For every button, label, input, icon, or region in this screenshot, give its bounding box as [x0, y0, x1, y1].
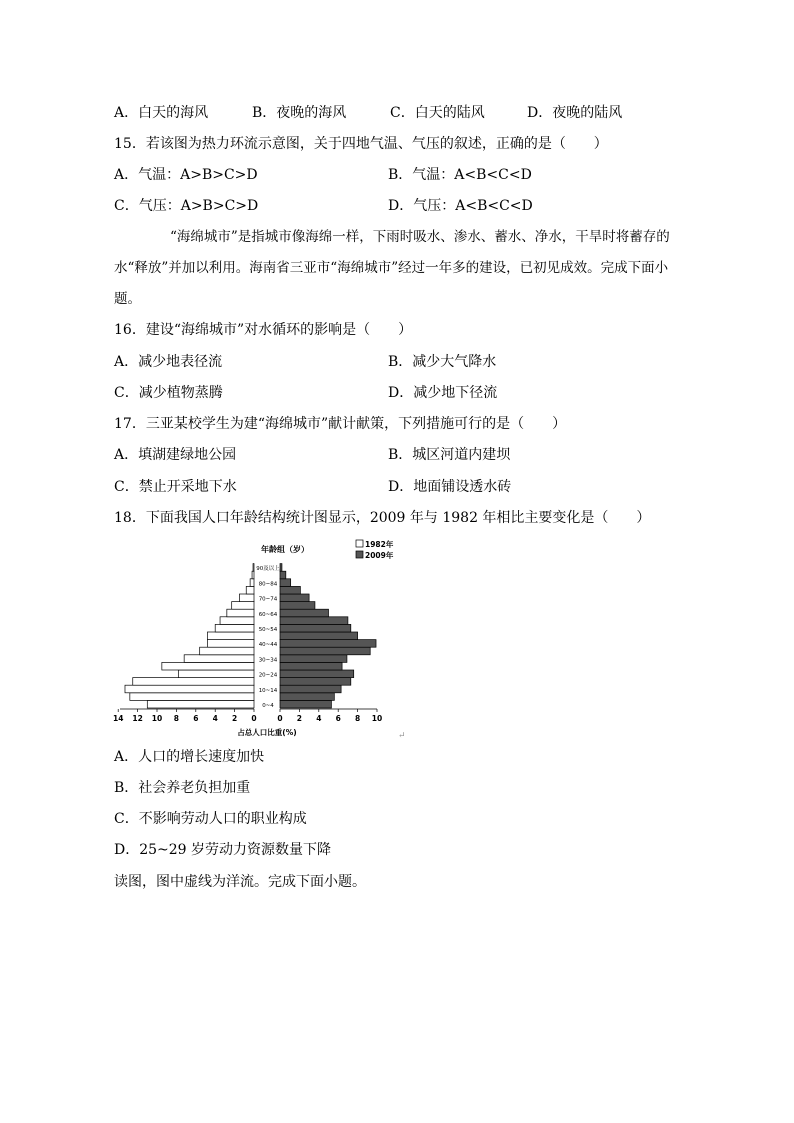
sponge-city-passage [114, 222, 680, 315]
legend-swatch-1982 [356, 540, 363, 547]
tick-label-right-10: 10 [371, 714, 383, 723]
bar-2009-0~4 [280, 700, 331, 708]
bar-1982-0~4 [147, 700, 254, 708]
q18-option-b: B．社会养老负担加重 [114, 780, 251, 796]
q17-option-a: A．填湖建绿地公园 [114, 447, 237, 463]
q16-options-row2 [114, 384, 674, 402]
paragraph-mark-icon: ↵ [398, 731, 406, 741]
bar-2009-25~29 [280, 662, 342, 670]
bar-2009-40~44 [280, 640, 376, 648]
q14-option-a: A．白天的海风 [114, 105, 209, 121]
bar-1982-35~39 [200, 647, 254, 655]
bar-2009-5~9 [280, 693, 334, 701]
tick-label-right-0: 0 [277, 714, 283, 723]
bar-2009-90及以上 [280, 564, 282, 572]
bar-2009-65~69 [280, 602, 315, 610]
bar-1982-15~19 [133, 678, 254, 686]
bar-2009-30~34 [280, 655, 347, 663]
q17-option-c: C．禁止开采地下水 [114, 479, 237, 495]
bar-1982-25~29 [162, 662, 254, 670]
q17-options-row1 [114, 446, 674, 464]
q15-options-row2 [114, 197, 674, 215]
q18-option-c: C．不影响劳动人口的职业构成 [114, 811, 307, 827]
legend-swatch-2009 [356, 551, 363, 558]
q18-option-a: A．人口的增长速度加快 [114, 749, 265, 765]
bar-1982-5~9 [130, 693, 254, 701]
q15-stem: 15．若该图为热力环流示意图，关于四地气温、气压的叙述，正确的是（ ） [114, 136, 608, 152]
q15-options-row1 [114, 166, 674, 184]
bar-1982-85~89 [252, 571, 254, 579]
ocean-current-intro: 读图，图中虚线为洋流。完成下面小题。 [114, 874, 366, 890]
q16-options-row1 [114, 353, 674, 371]
tick-label-right-2: 2 [296, 714, 303, 723]
q18-stem: 18．下面我国人口年龄结构统计图显示，2009 年与 1982 年相比主要变化是（ ） [114, 510, 651, 526]
bar-2009-50~54 [280, 624, 351, 632]
bar-1982-45~49 [207, 632, 254, 640]
tick-label-left-10: 10 [151, 714, 163, 723]
tick-label-left-12: 12 [132, 714, 143, 723]
q16-option-b: B．减少大气降水 [388, 354, 497, 370]
bar-2009-75~79 [280, 586, 300, 594]
bar-2009-10~14 [280, 685, 341, 693]
bar-2009-55~59 [280, 617, 348, 625]
age-label-40~44: 40~44 [258, 642, 278, 649]
bar-1982-40~44 [207, 640, 254, 648]
bar-1982-80~84 [250, 579, 254, 587]
tick-label-left-6: 6 [193, 714, 199, 723]
q14-option-d: D．夜晚的陆风 [527, 105, 623, 121]
chart-title: 年龄组（岁） [261, 545, 309, 554]
q15-option-a: A．气温：A>B>C>D [114, 167, 258, 183]
q14-option-c: C．白天的陆风 [390, 105, 485, 121]
age-label-50~54: 50~54 [258, 627, 278, 633]
tick-label-left-2: 2 [231, 714, 238, 723]
tick-label-right-8: 8 [354, 714, 361, 723]
q17-option-d: D．地面铺设透水砖 [388, 479, 512, 495]
bar-2009-80~84 [280, 579, 291, 587]
bar-1982-10~14 [125, 685, 254, 693]
bar-1982-30~34 [184, 655, 254, 663]
bar-2009-20~24 [280, 670, 354, 678]
tick-label-left-14: 14 [112, 714, 124, 723]
age-label-0~4: 0~4 [262, 703, 274, 709]
q16-option-c: C．减少植物蒸腾 [114, 385, 223, 401]
age-label-80~84: 80~84 [258, 581, 278, 588]
q15-option-c: C．气压：A>B>C>D [114, 198, 259, 214]
bar-1982-90及以上 [253, 564, 254, 572]
bar-1982-60~64 [227, 609, 254, 617]
sponge-city-passage-text: “海绵城市”是指城市像海绵一样，下雨时吸水、渗水、蓄水、净水，干旱时将蓄存的水“释放”并加以利用。海南省三亚市“海绵城市”经过一年多的建设，已初见成效。完成下面小题。 [114, 229, 670, 307]
bar-1982-55~59 [220, 617, 254, 625]
tick-label-right-4: 4 [316, 714, 322, 723]
age-label-90及以上: 90及以上 [256, 566, 280, 573]
q17-stem: 17．三亚某校学生为建“海绵城市”献计献策，下列措施可行的是（ ） [114, 416, 567, 432]
q17-options-row2 [114, 478, 674, 496]
age-label-10~14: 10~14 [258, 687, 278, 694]
bar-2009-15~19 [280, 678, 351, 686]
bar-2009-70~74 [280, 594, 309, 602]
q14-option-b: B．夜晚的海风 [252, 105, 347, 121]
age-label-30~34: 30~34 [258, 657, 278, 664]
q14-options [114, 104, 674, 122]
legend-label-1982: 1982年 [365, 540, 394, 549]
tick-label-left-4: 4 [212, 714, 218, 723]
tick-label-left-8: 8 [173, 714, 180, 723]
q16-stem: 16．建设“海绵城市”对水循环的影响是（ ） [114, 322, 413, 338]
age-label-20~24: 20~24 [258, 672, 278, 679]
bar-2009-35~39 [280, 647, 370, 655]
bar-2009-85~89 [280, 571, 286, 579]
q17-option-b: B．城区河道内建坝 [388, 447, 511, 463]
bar-1982-20~24 [178, 670, 254, 678]
q15-option-b: B．气温：A<B<C<D [388, 167, 532, 183]
q15-option-d: D．气压：A<B<C<D [388, 198, 533, 214]
tick-label-right-6: 6 [335, 714, 341, 723]
bar-1982-75~79 [246, 586, 254, 594]
bar-1982-50~54 [215, 624, 254, 632]
legend-label-2009: 2009年 [365, 551, 394, 560]
q16-option-d: D．减少地下径流 [388, 385, 498, 401]
bar-1982-65~69 [232, 602, 254, 610]
age-label-60~64: 60~64 [258, 611, 278, 618]
tick-label-left-0: 0 [251, 714, 257, 723]
bar-1982-70~74 [239, 594, 254, 602]
age-label-70~74: 70~74 [258, 596, 278, 603]
bar-2009-45~49 [280, 632, 358, 640]
x-axis-title: 占总人口比重(%) [237, 728, 297, 737]
q18-option-d: D．25~29 岁劳动力资源数量下降 [114, 842, 332, 858]
q16-option-a: A．减少地表径流 [114, 354, 223, 370]
population-pyramid-chart [112, 536, 410, 742]
bar-2009-60~64 [280, 609, 329, 617]
